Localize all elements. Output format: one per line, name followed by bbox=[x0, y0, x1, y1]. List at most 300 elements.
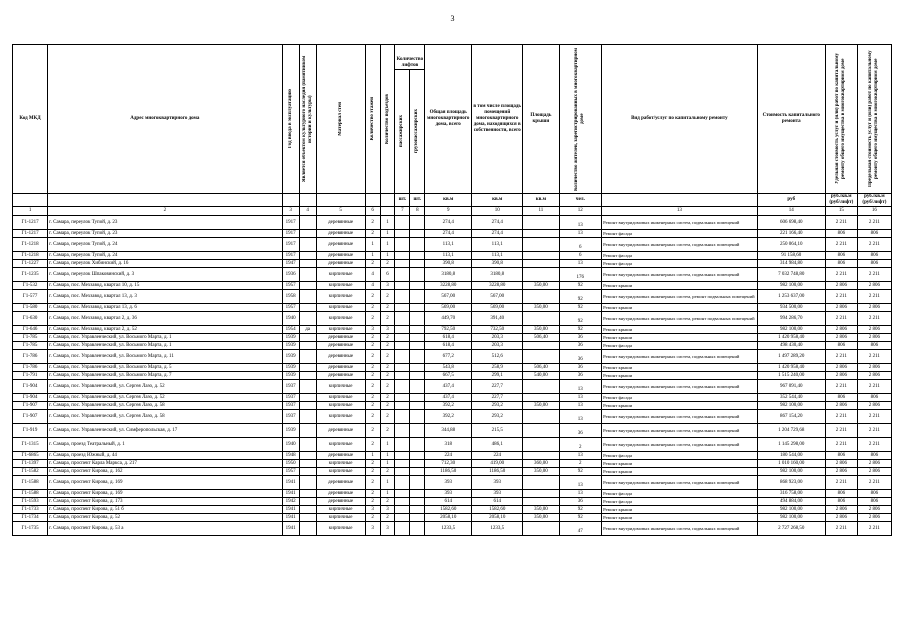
cell-total-area: 393 bbox=[425, 476, 472, 490]
cell-floors: 2 bbox=[365, 312, 380, 326]
cell-cost: 1 420 958,40 bbox=[757, 334, 825, 342]
cell-owned-area: 1186,50 bbox=[472, 468, 523, 476]
cell-roof-area bbox=[523, 380, 559, 394]
cell-floors: 2 bbox=[365, 372, 380, 380]
cell-cost: 498 430,40 bbox=[757, 342, 825, 350]
cell-walls: кирпичные bbox=[316, 468, 365, 476]
cell-max-cost: 2 806 bbox=[857, 304, 891, 312]
cell-residents: 13 bbox=[559, 490, 602, 498]
cell-lifts-freight bbox=[410, 424, 425, 438]
column-number-6: 6 bbox=[365, 207, 380, 216]
cell-lifts-freight bbox=[410, 476, 425, 490]
header-lifts-passenger: пассажирских bbox=[399, 115, 405, 148]
header-floors: Количество этажей bbox=[369, 97, 375, 141]
table-row bbox=[13, 252, 892, 260]
cell-entrances: 1 bbox=[380, 476, 395, 490]
cell-lifts-freight bbox=[410, 282, 425, 290]
cell-owned-area: 293,2 bbox=[472, 402, 523, 410]
table-row bbox=[13, 282, 892, 290]
cell-owned-area: 3228,80 bbox=[472, 282, 523, 290]
cell-floors: 2 bbox=[365, 514, 380, 522]
cell-entrances: 1 bbox=[380, 230, 395, 238]
table-row bbox=[13, 498, 892, 506]
cell-code: Г1-919 bbox=[13, 424, 48, 438]
cell-entrances: 1 bbox=[380, 460, 395, 468]
cell-max-cost: 806 bbox=[857, 260, 891, 268]
cell-year: 1917 bbox=[282, 216, 299, 230]
cell-owned-area: 274,4 bbox=[472, 230, 523, 238]
cell-lifts-freight bbox=[410, 506, 425, 514]
cell-year: 1937 bbox=[282, 410, 299, 424]
cell-owned-area: 486,1 bbox=[472, 438, 523, 452]
cell-floors: 2 bbox=[365, 290, 380, 304]
cell-year: 1957 bbox=[282, 468, 299, 476]
cell-work-type: Ремонт крыши bbox=[602, 506, 758, 514]
cell-lifts-freight bbox=[410, 394, 425, 402]
table-row bbox=[13, 342, 892, 350]
column-number-1: 1 bbox=[13, 207, 48, 216]
header-cost: Стоимость капитального ремонта bbox=[757, 45, 825, 194]
cell-year: 1948 bbox=[282, 452, 299, 460]
cell-max-cost: 2 211 bbox=[857, 216, 891, 230]
cell-roof-area bbox=[523, 438, 559, 452]
cell-entrances: 1 bbox=[380, 216, 395, 230]
cell-heritage bbox=[299, 372, 316, 380]
cell-cost: 994 286,70 bbox=[757, 312, 825, 326]
cell-roof-area bbox=[523, 290, 559, 304]
cell-lifts-freight bbox=[410, 326, 425, 334]
cell-work-type: Ремонт крыши bbox=[602, 402, 758, 410]
cell-address: г. Самара, проезд Южный, д. 44 bbox=[48, 452, 282, 460]
table-row bbox=[13, 468, 892, 476]
cell-lifts-passenger bbox=[395, 304, 410, 312]
cell-unit-cost: 2 211 bbox=[825, 522, 857, 536]
cell-walls: деревянные bbox=[316, 216, 365, 230]
cell-cost: 352 544,40 bbox=[757, 394, 825, 402]
cell-year: 1950 bbox=[282, 460, 299, 468]
cell-max-cost: 2 806 bbox=[857, 468, 891, 476]
cell-residents: 36 bbox=[559, 350, 602, 364]
cell-lifts-passenger bbox=[395, 282, 410, 290]
cell-heritage bbox=[299, 514, 316, 522]
cell-lifts-freight bbox=[410, 304, 425, 312]
cell-lifts-passenger bbox=[395, 260, 410, 268]
cell-lifts-freight bbox=[410, 238, 425, 252]
cell-total-area: 437,4 bbox=[425, 394, 472, 402]
cell-work-type: Ремонт фасада bbox=[602, 252, 758, 260]
cell-walls: деревянные bbox=[316, 350, 365, 364]
cell-owned-area: 2058,10 bbox=[472, 514, 523, 522]
column-number-10: 9 bbox=[425, 207, 472, 216]
cell-code: Г1-1593 bbox=[13, 498, 48, 506]
cell-lifts-passenger bbox=[395, 438, 410, 452]
cell-entrances: 2 bbox=[380, 410, 395, 424]
cell-lifts-passenger bbox=[395, 498, 410, 506]
cell-owned-area: 274,4 bbox=[472, 216, 523, 230]
header-lifts: Количество лифтов bbox=[395, 45, 425, 70]
cell-max-cost: 2 806 bbox=[857, 506, 891, 514]
cell-residents: 13 bbox=[559, 402, 602, 410]
cell-cost: 2 727 268,50 bbox=[757, 522, 825, 536]
cell-heritage bbox=[299, 290, 316, 304]
cell-roof-area bbox=[523, 238, 559, 252]
cell-year: 1954 bbox=[282, 326, 299, 334]
cell-code: Г1-1582 bbox=[13, 468, 48, 476]
column-number-13: 12 bbox=[559, 207, 602, 216]
cell-floors: 2 bbox=[365, 304, 380, 312]
table-row bbox=[13, 522, 892, 536]
cell-address: г. Самара, пос. Управленческий, ул. Восьмого Марта, д. 5 bbox=[48, 364, 282, 372]
cell-owned-area: 1233,5 bbox=[472, 522, 523, 536]
cell-year: 1940 bbox=[282, 312, 299, 326]
cell-address: г. Самара, переулок Тупой, д. 23 bbox=[48, 216, 282, 230]
cell-max-cost: 2 806 bbox=[857, 334, 891, 342]
cell-address: г. Самара, пос. Управленческий, ул. Сергея Лазо, д. 52 bbox=[48, 380, 282, 394]
cell-address: г. Самара, пос. Управленческий, ул. Симферопольская, д. 17 bbox=[48, 424, 282, 438]
cell-walls: кирпичные bbox=[316, 312, 365, 326]
cell-work-type: Ремонт внутридомовых инженерных систем, подвальных помещений bbox=[602, 424, 758, 438]
cell-max-cost: 2 211 bbox=[857, 312, 891, 326]
cell-floors: 2 bbox=[365, 410, 380, 424]
cell-address: г. Самара, пос. Управленческий, ул. Восьмого Марта, д. 1 bbox=[48, 334, 282, 342]
cell-total-area: 437,4 bbox=[425, 380, 472, 394]
cell-residents: 92 bbox=[559, 514, 602, 522]
cell-total-area: 390,8 bbox=[425, 260, 472, 268]
cell-code: Г1-786 bbox=[13, 350, 48, 364]
cell-entrances: 1 bbox=[380, 238, 395, 252]
cell-residents: 92 bbox=[559, 326, 602, 334]
cell-owned-area: 732,50 bbox=[472, 326, 523, 334]
cell-unit-cost: 2 211 bbox=[825, 290, 857, 304]
cell-residents: 47 bbox=[559, 522, 602, 536]
cell-lifts-passenger bbox=[395, 326, 410, 334]
cell-owned-area: 569,00 bbox=[472, 304, 523, 312]
cell-floors: 2 bbox=[365, 364, 380, 372]
column-number-12: 11 bbox=[523, 207, 559, 216]
cell-owned-area: 614 bbox=[472, 498, 523, 506]
cell-unit-cost: 806 bbox=[825, 252, 857, 260]
cell-address: г. Самара, пос. Управленческий, ул. Сергея Лазо, д. 58 bbox=[48, 402, 282, 410]
cell-work-type: Ремонт фасада bbox=[602, 230, 758, 238]
cell-entrances: 3 bbox=[380, 522, 395, 536]
cell-address: г. Самара, пос. Управленческий, ул. Восьмого Марта, д. 7 bbox=[48, 372, 282, 380]
cell-owned-area: 227,7 bbox=[472, 380, 523, 394]
cell-heritage bbox=[299, 364, 316, 372]
cell-max-cost: 2 211 bbox=[857, 476, 891, 490]
cell-lifts-freight bbox=[410, 350, 425, 364]
cell-walls: деревянные bbox=[316, 238, 365, 252]
cell-code: Г1-646 bbox=[13, 326, 48, 334]
cell-residents: 92 bbox=[559, 312, 602, 326]
cell-walls: деревянные bbox=[316, 334, 365, 342]
cell-cost: 934 500,00 bbox=[757, 304, 825, 312]
cell-unit-cost: 2 211 bbox=[825, 410, 857, 424]
cell-lifts-freight bbox=[410, 268, 425, 282]
table-row bbox=[13, 490, 892, 498]
cell-owned-area: 391,40 bbox=[472, 312, 523, 326]
column-number-3: 3 bbox=[282, 207, 299, 216]
cell-total-area: 274,4 bbox=[425, 230, 472, 238]
cell-max-cost: 806 bbox=[857, 230, 891, 238]
cell-total-area: 1582,60 bbox=[425, 506, 472, 514]
cell-roof-area: 350,00 bbox=[523, 304, 559, 312]
cell-lifts-freight bbox=[410, 312, 425, 326]
table-row bbox=[13, 230, 892, 238]
cell-address: г. Самара, пос. Мехзавод, квартал 2, д. 52 bbox=[48, 326, 282, 334]
cell-max-cost: 2 806 bbox=[857, 372, 891, 380]
cell-residents: 92 bbox=[559, 282, 602, 290]
unit-residents: чел. bbox=[559, 194, 602, 207]
table-row bbox=[13, 350, 892, 364]
cell-floors: 2 bbox=[365, 260, 380, 268]
cell-lifts-passenger bbox=[395, 410, 410, 424]
cell-lifts-freight bbox=[410, 468, 425, 476]
cell-residents: 36 bbox=[559, 372, 602, 380]
cell-walls: кирпичные bbox=[316, 522, 365, 536]
cell-owned-area: 393 bbox=[472, 490, 523, 498]
cell-lifts-freight bbox=[410, 260, 425, 268]
cell-walls: деревянные bbox=[316, 498, 365, 506]
cell-cost: 250 064,10 bbox=[757, 238, 825, 252]
unit-total-area: кв.м bbox=[425, 194, 472, 207]
cell-lifts-freight bbox=[410, 372, 425, 380]
cell-work-type: Ремонт крыши bbox=[602, 372, 758, 380]
cell-cost: 982 100,00 bbox=[757, 402, 825, 410]
header-total-area: Общая площадь многоквартирного дома, всего bbox=[425, 45, 472, 194]
cell-total-area: 2058,10 bbox=[425, 514, 472, 522]
cell-lifts-freight bbox=[410, 334, 425, 342]
cell-unit-cost: 806 bbox=[825, 452, 857, 460]
cell-owned-area: 258,9 bbox=[472, 364, 523, 372]
cell-max-cost: 2 211 bbox=[857, 410, 891, 424]
column-numbers-row bbox=[13, 207, 892, 216]
cell-residents: 92 bbox=[559, 468, 602, 476]
cell-code: Г1-577 bbox=[13, 290, 48, 304]
cell-total-area: 274,4 bbox=[425, 216, 472, 230]
cell-work-type: Ремонт крыши bbox=[602, 468, 758, 476]
cell-address: г. Самара, пос. Управленческий, ул. Сергея Лазо, д. 52 bbox=[48, 394, 282, 402]
cell-owned-area: 393 bbox=[472, 476, 523, 490]
cell-cost: 1 515 240,00 bbox=[757, 372, 825, 380]
cell-walls: кирпичные bbox=[316, 402, 365, 410]
cell-work-type: Ремонт внутридомовых инженерных систем, подвальных помещений bbox=[602, 238, 758, 252]
cell-walls: кирпичные bbox=[316, 304, 365, 312]
cell-total-area: 449,70 bbox=[425, 312, 472, 326]
table-row bbox=[13, 364, 892, 372]
cell-code: Г1-907 bbox=[13, 410, 48, 424]
unit-cost: руб bbox=[757, 194, 825, 207]
capital-repair-table bbox=[12, 44, 892, 536]
cell-lifts-freight bbox=[410, 460, 425, 468]
cell-address: г. Самара, проспект Кирова, д. 53 а bbox=[48, 522, 282, 536]
cell-walls: деревянные bbox=[316, 252, 365, 260]
unit-max-cost: руб./кв.м (руб/лифт) bbox=[857, 194, 891, 207]
cell-cost: 967 091,40 bbox=[757, 380, 825, 394]
cell-residents: 13 bbox=[559, 380, 602, 394]
cell-max-cost: 806 bbox=[857, 452, 891, 460]
cell-entrances: 1 bbox=[380, 252, 395, 260]
cell-walls: кирпичные bbox=[316, 394, 365, 402]
cell-code: Г1-630 bbox=[13, 312, 48, 326]
cell-heritage bbox=[299, 452, 316, 460]
cell-walls: кирпичные bbox=[316, 268, 365, 282]
cell-cost: 606 698,40 bbox=[757, 216, 825, 230]
cell-lifts-freight bbox=[410, 514, 425, 522]
cell-roof-area bbox=[523, 268, 559, 282]
cell-work-type: Ремонт крыши bbox=[602, 326, 758, 334]
cell-total-area: 567,00 bbox=[425, 290, 472, 304]
cell-roof-area bbox=[523, 260, 559, 268]
cell-unit-cost: 2 806 bbox=[825, 402, 857, 410]
cell-residents: 36 bbox=[559, 334, 602, 342]
cell-roof-area bbox=[523, 498, 559, 506]
column-number-16: 15 bbox=[825, 207, 857, 216]
cell-walls: кирпичные bbox=[316, 326, 365, 334]
cell-lifts-freight bbox=[410, 410, 425, 424]
cell-total-area: 113,1 bbox=[425, 238, 472, 252]
cell-owned-area: 3180,8 bbox=[472, 268, 523, 282]
cell-address: г. Самара, переулок Тупой, д. 24 bbox=[48, 252, 282, 260]
cell-max-cost: 2 211 bbox=[857, 268, 891, 282]
cell-heritage bbox=[299, 350, 316, 364]
table-row bbox=[13, 372, 892, 380]
cell-walls: кирпичные bbox=[316, 282, 365, 290]
cell-cost: 982 100,00 bbox=[757, 326, 825, 334]
cell-unit-cost: 2 806 bbox=[825, 506, 857, 514]
cell-max-cost: 2 211 bbox=[857, 238, 891, 252]
cell-lifts-passenger bbox=[395, 252, 410, 260]
cell-residents: 13 bbox=[559, 216, 602, 230]
cell-max-cost: 2 211 bbox=[857, 522, 891, 536]
cell-unit-cost: 2 806 bbox=[825, 468, 857, 476]
cell-year: 1957 bbox=[282, 304, 299, 312]
cell-total-area: 569,00 bbox=[425, 304, 472, 312]
cell-roof-area bbox=[523, 410, 559, 424]
cell-roof-area bbox=[523, 490, 559, 498]
table-row bbox=[13, 260, 892, 268]
header-max-cost: Предельная стоимость услуг и (или) работ по капитальному ремонту общего имущества в многоквартирном доме bbox=[868, 50, 880, 188]
cell-address: г. Самара, переулок Тупой, д. 23 bbox=[48, 230, 282, 238]
cell-owned-area: 293,2 bbox=[472, 410, 523, 424]
cell-floors: 1 bbox=[365, 452, 380, 460]
cell-total-area: 712,30 bbox=[425, 460, 472, 468]
cell-work-type: Ремонт фасада bbox=[602, 498, 758, 506]
cell-heritage bbox=[299, 402, 316, 410]
cell-work-type: Ремонт внутридомовых инженерных систем, подвальных помещений bbox=[602, 438, 758, 452]
cell-code: Г1-1397 bbox=[13, 460, 48, 468]
cell-unit-cost: 2 211 bbox=[825, 312, 857, 326]
cell-unit-cost: 806 bbox=[825, 260, 857, 268]
table-row bbox=[13, 334, 892, 342]
cell-total-area: 1186,50 bbox=[425, 468, 472, 476]
cell-total-area: 677,2 bbox=[425, 350, 472, 364]
cell-entrances: 2 bbox=[380, 380, 395, 394]
cell-work-type: Ремонт внутридомовых инженерных систем, подвальных помещений bbox=[602, 410, 758, 424]
cell-total-area: 392,2 bbox=[425, 402, 472, 410]
cell-work-type: Ремонт внутридомовых инженерных систем, ремонт подвальных помещений bbox=[602, 312, 758, 326]
cell-cost: 1 253 637,00 bbox=[757, 290, 825, 304]
cell-heritage bbox=[299, 312, 316, 326]
cell-owned-area: 224 bbox=[472, 452, 523, 460]
cell-code: Г1-904 bbox=[13, 394, 48, 402]
cell-work-type: Ремонт внутридомовых инженерных систем, ремонт подвальных помещений bbox=[602, 290, 758, 304]
cell-max-cost: 2 806 bbox=[857, 282, 891, 290]
cell-cost: 7 032 748,80 bbox=[757, 268, 825, 282]
cell-residents: 92 bbox=[559, 304, 602, 312]
cell-year: 1937 bbox=[282, 394, 299, 402]
cell-cost: 867 154,20 bbox=[757, 410, 825, 424]
cell-walls: кирпичные bbox=[316, 514, 365, 522]
cell-walls: деревянные bbox=[316, 260, 365, 268]
cell-work-type: Ремонт внутридомовых инженерных систем, подвальных помещений bbox=[602, 268, 758, 282]
cell-code: Г1-1235 bbox=[13, 268, 48, 282]
cell-walls: деревянные bbox=[316, 490, 365, 498]
cell-lifts-passenger bbox=[395, 290, 410, 304]
table-row bbox=[13, 514, 892, 522]
table-row bbox=[13, 410, 892, 424]
cell-entrances: 1 bbox=[380, 490, 395, 498]
cell-total-area: 3228,80 bbox=[425, 282, 472, 290]
cell-roof-area bbox=[523, 452, 559, 460]
cell-lifts-passenger bbox=[395, 334, 410, 342]
cell-lifts-passenger bbox=[395, 522, 410, 536]
cell-heritage bbox=[299, 460, 316, 468]
cell-address: г. Самара, переулок Шпаковинский, д. 3 bbox=[48, 268, 282, 282]
cell-floors: 2 bbox=[365, 468, 380, 476]
cell-code: Г1-1588 bbox=[13, 490, 48, 498]
cell-year: 1941 bbox=[282, 476, 299, 490]
table-row bbox=[13, 290, 892, 304]
cell-lifts-freight bbox=[410, 402, 425, 410]
cell-max-cost: 2 806 bbox=[857, 402, 891, 410]
cell-walls: кирпичные bbox=[316, 290, 365, 304]
cell-code: Г1-907 bbox=[13, 402, 48, 410]
cell-floors: 1 bbox=[365, 238, 380, 252]
cell-cost: 91 158,60 bbox=[757, 252, 825, 260]
cell-roof-area: 350,00 bbox=[523, 326, 559, 334]
cell-roof-area bbox=[523, 476, 559, 490]
cell-floors: 1 bbox=[365, 252, 380, 260]
cell-floors: 2 bbox=[365, 402, 380, 410]
header-lifts-freight: грузопассажирских bbox=[414, 109, 420, 154]
header-unit-cost: Удельная стоимость услуг и (или) работ по капитальному ремонту общего имущества в многоквартирном доме bbox=[835, 53, 847, 185]
cell-max-cost: 806 bbox=[857, 394, 891, 402]
cell-cost: 868 923,00 bbox=[757, 476, 825, 490]
header-owned-area: в том числе площадь помещений многоквартирного дома, находящихся в собственности, всего bbox=[472, 45, 523, 194]
cell-address: г. Самара, проспект Кирова, д. 173 bbox=[48, 498, 282, 506]
cell-max-cost: 2 806 bbox=[857, 364, 891, 372]
table-row bbox=[13, 402, 892, 410]
cell-year: 1941 bbox=[282, 506, 299, 514]
cell-lifts-freight bbox=[410, 490, 425, 498]
cell-heritage bbox=[299, 490, 316, 498]
cell-lifts-passenger bbox=[395, 476, 410, 490]
cell-roof-area bbox=[523, 312, 559, 326]
cell-year: 1941 bbox=[282, 514, 299, 522]
cell-lifts-passenger bbox=[395, 216, 410, 230]
cell-heritage bbox=[299, 230, 316, 238]
table-row bbox=[13, 424, 892, 438]
cell-year: 1941 bbox=[282, 522, 299, 536]
cell-max-cost: 2 806 bbox=[857, 326, 891, 334]
cell-cost: 180 544,00 bbox=[757, 452, 825, 460]
cell-total-area: 618,4 bbox=[425, 334, 472, 342]
unit-roof-area: кв.м bbox=[523, 194, 559, 207]
cell-walls: деревянные bbox=[316, 424, 365, 438]
cell-residents: 13 bbox=[559, 394, 602, 402]
cell-max-cost: 2 211 bbox=[857, 350, 891, 364]
cell-entrances: 2 bbox=[380, 394, 395, 402]
